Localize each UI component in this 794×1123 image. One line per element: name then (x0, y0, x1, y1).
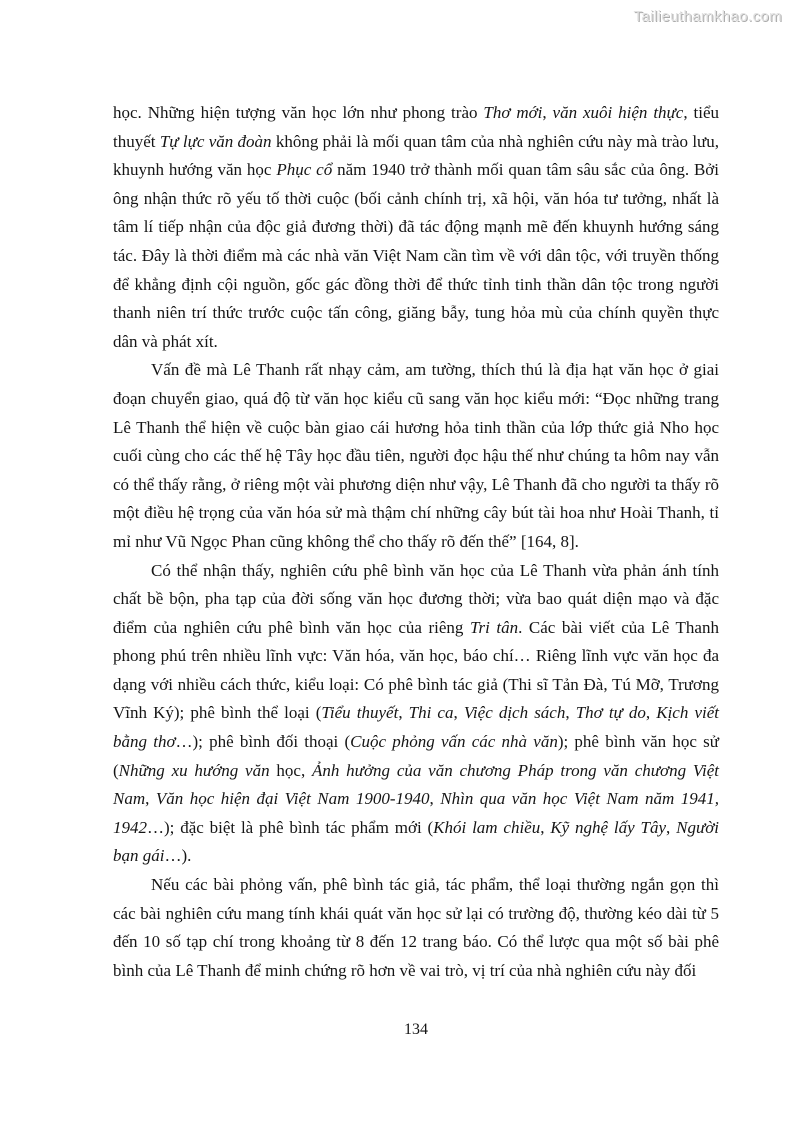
paragraph (113, 871, 719, 985)
text-run: . Các bài viết của Lê Thanh phong phú trên nhiều lĩnh vực: Văn hóa, văn học, báo chí… Riêng lĩnh vực văn học đa dạng với nhiều cách thức, kiểu loại: Có phê bình tác giả (Thi sĩ Tản Đà, Tú Mỡ, Trương Vĩnh Ký); phê bình thể loại ( (113, 617, 719, 723)
text-run: , (145, 789, 156, 809)
paragraph (113, 557, 719, 872)
page-number: 134 (404, 1021, 428, 1038)
italic-text-run: Tiểu thuyết (321, 703, 399, 723)
italic-text-run: Tự lực văn đoàn (159, 131, 272, 151)
text-run: ); phê bình văn học sử ( (113, 732, 719, 780)
text-run: năm 1940 trở thành mối quan tâm sâu sắc của ông. Bởi ông nhận thức rõ yếu tố thời cuộc (bối cảnh chính trị, xã hội, văn hóa tư tưởng, nhất là tâm lí tiếp nhận của độc giả đương thời) đã tác động mạnh mẽ đến khuynh hướng sáng tác. Đây là thời điểm mà các nhà văn Việt Nam cần tìm về với dân tộc, với truyền thống để khẳng định cội nguồn, gốc gác đồng thời để thức tỉnh tinh thần dân tộc trong người thanh niên trí thức trước cuộc tấn công, giăng bẫy, tung hỏa mù của chính quyền thực dân và phát xít. (113, 160, 720, 351)
italic-text-run: Văn học hiện đại Việt Nam 1900-1940 (155, 789, 430, 809)
text-run: …); phê bình đối thoại ( (175, 732, 351, 752)
text-run: , (398, 703, 409, 723)
italic-text-run: Tri tân (469, 617, 519, 637)
italic-text-run: Việc dịch sách (463, 703, 566, 723)
italic-text-run: Ảnh hưởng của văn chương Pháp trong văn chương Việt Nam (113, 760, 720, 809)
text-run: học, (269, 760, 312, 780)
italic-text-run: Thi ca (408, 703, 454, 723)
italic-text-run: Thơ mới (483, 103, 543, 122)
italic-text-run: Những xu hướng văn (118, 760, 270, 780)
text-run: , tiểu thuyết (113, 103, 719, 151)
italic-text-run: Cuộc phỏng vấn các nhà văn (350, 732, 558, 752)
text-run: , (542, 103, 553, 122)
text-run: không phải là mối quan tâm của nhà nghiên cứu này mà trào lưu, khuynh hướng văn học (113, 131, 720, 180)
text-run: Nếu các bài phỏng vấn, phê bình tác giả, tác phẩm, thể loại thường ngắn gọn thì các bài nghiên cứu mang tính khái quát văn học sử lại có trường độ, thường kéo dài từ 5 đến 10 số tạp chí trong khoảng từ 8 đến 12 trang báo. Có thể lược qua một số bài phê bình của Lê Thanh để minh chứng rõ hơn về vai trò, vị trí của nhà nghiên cứu này đối (113, 875, 719, 980)
document-body (113, 99, 719, 985)
italic-text-run: Phục cổ (276, 160, 333, 180)
italic-text-run: Nhìn qua văn học Việt Nam năm 1941, 1942 (113, 789, 720, 837)
text-run: Có thể nhận thấy, nghiên cứu phê bình văn học của Lê Thanh vừa phản ánh tính chất bề bộn, pha tạp của đời sống văn học đương thời; vừa bao quát diện mạo và đặc điểm của nghiên cứu phê bình văn học của riêng (113, 560, 719, 637)
italic-text-run: Thơ tự do (575, 703, 646, 723)
italic-text-run: Kỹ nghệ lấy Tây (550, 817, 667, 837)
text-run: Vấn đề mà Lê Thanh rất nhạy cảm, am tường, thích thú là địa hạt văn học ở giai đoạn chuyển giao, quá độ từ văn học kiểu cũ sang văn học kiểu mới: “Đọc những trang Lê Thanh thể hiện về cuộc bàn giao cái hương hỏa tinh thần của lớp thức giả Nho học cuối cùng cho các thế hệ Tây học đầu tiên, người đọc hậu thế như chúng ta hôm nay vẫn có thể thấy rằng, ở riêng một vài phương diện như vậy, Lê Thanh đã cho người ta thấy rõ một điều hệ trọng của văn hóa sử mà thậm chí những cây bút tài hoa như Hoài Thanh, tỉ mỉ như Vũ Ngọc Phan cũng không thể cho thấy rõ đến thế” [164, 8]. (113, 360, 719, 551)
text-run: , (645, 703, 657, 723)
text-run: …); đặc biệt là phê bình tác phẩm mới ( (147, 817, 434, 837)
italic-text-run: văn xuôi hiện thực (552, 103, 684, 122)
text-run: , (540, 817, 551, 837)
paragraph (113, 99, 719, 356)
paragraph (113, 356, 719, 556)
text-run: , (565, 703, 576, 723)
text-run: , (453, 703, 464, 723)
italic-text-run: Kịch viết bằng thơ (113, 703, 719, 752)
text-run: , (429, 789, 441, 809)
text-run: …). (164, 846, 192, 866)
italic-text-run: Người bạn gái (113, 817, 720, 866)
text-run: , (666, 817, 677, 837)
text-run: học. Những hiện tượng văn học lớn như phong trào (113, 103, 484, 122)
italic-text-run: Khói lam chiều (433, 817, 541, 837)
watermark: Tailieuthamkhao.com (633, 8, 782, 25)
